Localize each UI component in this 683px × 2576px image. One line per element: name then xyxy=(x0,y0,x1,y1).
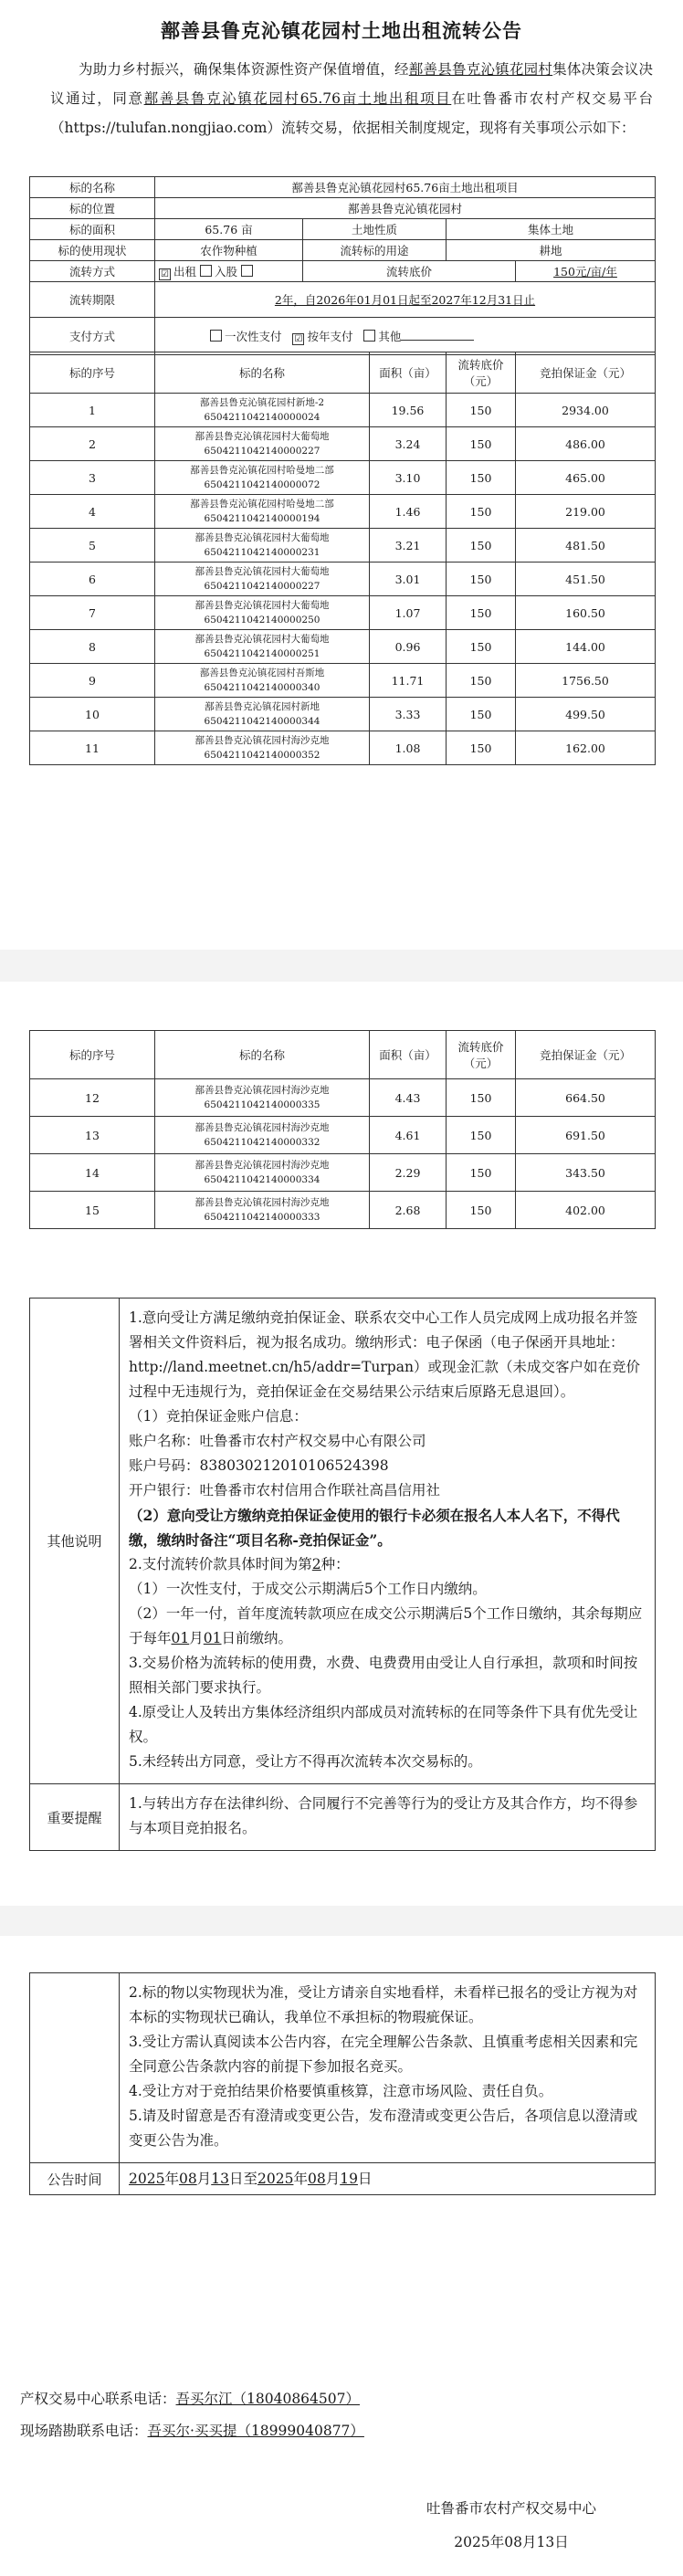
cell-seq: 6 xyxy=(30,563,155,596)
account-warning: （2）意向受让方缴纳竞拍保证金使用的银行卡必须在报名人本人名下，不得代缴，缴纳时备注“项目名称-竞拍保证金”。 xyxy=(129,1507,620,1549)
cell-price: 150 xyxy=(447,461,516,495)
cell-name xyxy=(155,461,370,495)
plot-code: 6504211042140000227 xyxy=(204,581,320,592)
plot-name: 鄯善县鲁克沁镇花园村大葡萄地 xyxy=(194,634,330,645)
cell-area: 3.01 xyxy=(370,563,447,596)
cell-seq: 8 xyxy=(30,630,155,664)
plot-name: 鄯善县鲁克沁镇花园村大葡萄地 xyxy=(194,532,330,543)
table-row xyxy=(30,394,656,427)
cell-price: 150 xyxy=(447,1154,516,1192)
cell-deposit: 664.50 xyxy=(516,1079,656,1117)
checkbox-icon xyxy=(210,330,222,342)
cell-deposit: 465.00 xyxy=(516,461,656,495)
blank-line xyxy=(401,329,474,341)
cell-deposit: 1756.50 xyxy=(516,664,656,698)
cell-price: 150 xyxy=(447,698,516,731)
important-2: 2.标的物以实物现状为准，受让方请亲自实地看样，未看样已报名的受让方视为对本标的实物现状已确认，我单位不承担标的物瑕疵保证。 xyxy=(129,1984,638,2025)
note-5: 5.未经转出方同意，受让方不得再次流转本次交易标的。 xyxy=(129,1753,482,1770)
table-row xyxy=(30,427,656,461)
cell-price: 150 xyxy=(447,529,516,563)
cell-name xyxy=(155,1154,370,1192)
cell-price: 150 xyxy=(447,563,516,596)
cell-area: 1.46 xyxy=(370,495,447,529)
plot-code: 6504211042140000072 xyxy=(204,479,320,490)
header-seq: 标的序号 xyxy=(30,1031,155,1079)
page-gap xyxy=(0,950,683,982)
important-5: 5.请及时留意是否有澄清或变更公告，发布澄清或变更公告后，各项信息以澄清或变更公告为准。 xyxy=(129,2108,638,2149)
important-1: 1.与转出方存在法律纠纷、合同履行不完善等行为的受让方及其合作方，均不得参与本项目竞拍报名。 xyxy=(129,1795,638,1836)
cell-deposit: 144.00 xyxy=(516,630,656,664)
cell-price: 150 xyxy=(447,394,516,427)
cell-area: 3.24 xyxy=(370,427,447,461)
cell-name xyxy=(155,664,370,698)
notice-time-value: 2025年08月13日至2025年08月19日 xyxy=(120,2163,656,2195)
cell-seq: 15 xyxy=(30,1192,155,1229)
plot-name: 鄯善县鲁克沁镇花园村海沙克地 xyxy=(194,1122,330,1133)
checkbox-checked-icon: ☑ xyxy=(159,268,171,280)
usage-label: 标的使用现状 xyxy=(30,240,155,261)
target-name-label: 标的名称 xyxy=(30,177,155,198)
header-seq: 标的序号 xyxy=(30,352,155,394)
plot-name: 鄯善县鲁克沁镇花园村海沙克地 xyxy=(194,1085,330,1096)
important-4: 4.受让方对于竞拍结果价格要慎重核算，注意市场风险、责任自负。 xyxy=(129,2083,553,2099)
plot-code: 6504211042140000231 xyxy=(204,547,320,558)
note-2a: （1）一次性支付，于成交公示期满后5个工作日内缴纳。 xyxy=(129,1581,487,1597)
table-row xyxy=(30,461,656,495)
cell-deposit: 451.50 xyxy=(516,563,656,596)
cell-seq: 2 xyxy=(30,427,155,461)
cell-area: 3.33 xyxy=(370,698,447,731)
important-3: 3.受让方需认真阅读本公告内容，在完全理解公告条款、且慎重考虑相关因素和完全同意公告条款内容的前提下参加报名竞买。 xyxy=(129,2034,638,2075)
note-1: 1.意向受让方满足缴纳竞拍保证金、联系农交中心工作人员完成网上成功报名并签署相关文件资料后，视为报名成功。缴纳形式：电子保函（电子保函开具地址：http://land.meetnet.cn/h5/addr=Turpan）或现金汇款（未成交客户如在竞价过程中无违规行为，竞拍保证金在交易结果公示结束后原路无息退回）。 xyxy=(129,1309,640,1400)
pay-label: 支付方式 xyxy=(30,318,155,355)
account-number: 账户号码：838030212010106524398 xyxy=(129,1457,389,1474)
cell-seq: 11 xyxy=(30,731,155,765)
document-title: 鄯善县鲁克沁镇花园村土地出租流转公告 xyxy=(161,19,522,42)
land-nature-label: 土地性质 xyxy=(303,219,447,240)
plots-table-2 xyxy=(29,1030,656,1229)
plot-name: 鄯善县鲁克沁镇花园村新地 xyxy=(205,701,320,712)
cell-area: 3.21 xyxy=(370,529,447,563)
contact-site: 现场踏勘联系电话：吾买尔·买买提（18999040877） xyxy=(20,2423,364,2439)
plot-code: 6504211042140000344 xyxy=(204,716,320,727)
plots-table-1 xyxy=(29,352,656,765)
cell-deposit: 481.50 xyxy=(516,529,656,563)
location-value: 鄯善县鲁克沁镇花园村 xyxy=(155,198,656,219)
page-1 xyxy=(0,0,683,950)
info-table xyxy=(29,176,656,355)
cell-name xyxy=(155,1192,370,1229)
plot-name: 鄯善县鲁克沁镇花园村海沙克地 xyxy=(194,735,330,746)
cell-price: 150 xyxy=(447,1079,516,1117)
account-bank: 开户银行：吐鲁番市农村信用合作联社高昌信用社 xyxy=(129,1482,441,1498)
header-price: 流转底价（元） xyxy=(447,1031,516,1079)
plot-code: 6504211042140000227 xyxy=(204,446,320,457)
plot-name: 鄯善县鲁克沁镇花园村吾斯地 xyxy=(199,668,325,678)
cell-name xyxy=(155,1117,370,1154)
plot-name: 鄯善县鲁克沁镇花园村新地-2 xyxy=(199,397,325,408)
continued-table xyxy=(29,1972,656,2195)
cell-name xyxy=(155,630,370,664)
table-row xyxy=(30,495,656,529)
cell-seq: 1 xyxy=(30,394,155,427)
header-deposit: 竞拍保证金（元） xyxy=(516,352,656,394)
cell-name xyxy=(155,596,370,630)
header-name: 标的名称 xyxy=(155,352,370,394)
plot-code: 6504211042140000250 xyxy=(204,615,320,626)
intro-paragraph: 为助力乡村振兴，确保集体资源性资产保值增值，经鄯善县鲁克沁镇花园村集体决策会议决议通过，同意鄯善县鲁克沁镇花园村65.76亩土地出租项目在吐鲁番市农村产权交易平台（https://tulufan.nongjiao.com）流转交易，依据相关制度规定，现将有关事项公示如下： xyxy=(50,61,653,136)
cell-name xyxy=(155,529,370,563)
checkbox-icon xyxy=(200,265,212,277)
notice-time-label: 公告时间 xyxy=(30,2163,120,2195)
note-3: 3.交易价格为流转标的使用费，水费、电费费用由受让人自行承担，款项和时间按照相关部门要求执行。 xyxy=(129,1655,638,1696)
cell-seq: 4 xyxy=(30,495,155,529)
cell-deposit: 2934.00 xyxy=(516,394,656,427)
plot-name: 鄯善县鲁克沁镇花园村大葡萄地 xyxy=(194,431,330,442)
other-notes-body xyxy=(120,1299,656,1784)
table-row xyxy=(30,1117,656,1154)
org-name: 鄯善县鲁克沁镇花园村 xyxy=(408,61,553,78)
header-price: 流转底价（元） xyxy=(447,352,516,394)
cell-deposit: 499.50 xyxy=(516,698,656,731)
plot-name: 鄯善县鲁克沁镇花园村海沙克地 xyxy=(194,1197,330,1208)
cell-seq: 13 xyxy=(30,1117,155,1154)
header-deposit: 竞拍保证金（元） xyxy=(516,1031,656,1079)
cell-area: 1.07 xyxy=(370,596,447,630)
plot-code: 6504211042140000335 xyxy=(204,1099,320,1110)
plot-code: 6504211042140000251 xyxy=(204,648,320,659)
cell-area: 1.08 xyxy=(370,731,447,765)
page-gap xyxy=(0,1906,683,1936)
plot-name: 鄯善县鲁克沁镇花园村大葡萄地 xyxy=(194,600,330,611)
purpose-value: 耕地 xyxy=(447,240,656,261)
cell-price: 150 xyxy=(447,731,516,765)
cell-deposit: 219.00 xyxy=(516,495,656,529)
header-area: 面积（亩） xyxy=(370,352,447,394)
plot-code: 6504211042140000340 xyxy=(204,682,320,693)
target-name-value: 鄯善县鲁克沁镇花园村65.76亩土地出租项目 xyxy=(155,177,656,198)
table-row xyxy=(30,563,656,596)
table-row xyxy=(30,1154,656,1192)
usage-value: 农作物种植 xyxy=(155,240,303,261)
note-2: 2.支付流转价款具体时间为第2种： xyxy=(129,1556,350,1572)
cell-price: 150 xyxy=(447,596,516,630)
header-area: 面积（亩） xyxy=(370,1031,447,1079)
note-4: 4.原受让人及转出方集体经济组织内部成员对流转标的在同等条件下具有优先受让权。 xyxy=(129,1704,638,1745)
cell-seq: 7 xyxy=(30,596,155,630)
cell-seq: 12 xyxy=(30,1079,155,1117)
pay-options: 一次性支付 ☑ 按年支付 其他 xyxy=(155,318,656,355)
cell-seq: 9 xyxy=(30,664,155,698)
checkbox-checked-icon: ☑ xyxy=(292,333,304,345)
cell-name xyxy=(155,563,370,596)
land-nature-value: 集体土地 xyxy=(447,219,656,240)
cell-area: 0.96 xyxy=(370,630,447,664)
area-value: 65.76 亩 xyxy=(155,219,303,240)
cell-deposit: 402.00 xyxy=(516,1192,656,1229)
period-value: 2年，自2026年01月01日起至2027年12月31日止 xyxy=(155,282,656,318)
cell-area: 2.29 xyxy=(370,1154,447,1192)
plot-name: 鄯善县鲁克沁镇花园村哈曼地二部 xyxy=(190,499,334,510)
table-row xyxy=(30,1079,656,1117)
table-row xyxy=(30,664,656,698)
cell-area: 11.71 xyxy=(370,664,447,698)
important-label: 重要提醒 xyxy=(30,1784,120,1851)
account-title: （1）竞拍保证金账户信息： xyxy=(129,1408,308,1425)
cell-price: 150 xyxy=(447,664,516,698)
account-name: 账户名称：吐鲁番市农村产权交易中心有限公司 xyxy=(129,1433,426,1449)
cell-area: 3.10 xyxy=(370,461,447,495)
method-label: 流转方式 xyxy=(30,261,155,282)
notes-table xyxy=(29,1298,656,1851)
cell-area: 4.43 xyxy=(370,1079,447,1117)
footer-date: 2025年08月13日 xyxy=(454,2534,569,2550)
header-name: 标的名称 xyxy=(155,1031,370,1079)
plot-code: 6504211042140000332 xyxy=(204,1137,320,1148)
footer-org: 吐鲁番市农村产权交易中心 xyxy=(426,2500,596,2517)
table-row xyxy=(30,630,656,664)
note-2b: （2）一年一付，首年度流转款项应在成交公示期满后5个工作日缴纳，其余每期应于每年01月01日前缴纳。 xyxy=(129,1605,643,1646)
cell-name xyxy=(155,427,370,461)
cell-deposit: 160.50 xyxy=(516,596,656,630)
cell-area: 4.61 xyxy=(370,1117,447,1154)
plot-code: 6504211042140000194 xyxy=(204,513,320,524)
plot-name: 鄯善县鲁克沁镇花园村海沙克地 xyxy=(194,1160,330,1171)
cell-price: 150 xyxy=(447,1192,516,1229)
purpose-label: 流转标的用途 xyxy=(303,240,447,261)
cell-deposit: 343.50 xyxy=(516,1154,656,1192)
cell-name xyxy=(155,495,370,529)
cell-seq: 14 xyxy=(30,1154,155,1192)
cell-deposit: 162.00 xyxy=(516,731,656,765)
cell-price: 150 xyxy=(447,427,516,461)
table-row xyxy=(30,1192,656,1229)
cell-name xyxy=(155,731,370,765)
base-price-value: 150元/亩/年 xyxy=(516,261,656,282)
cell-price: 150 xyxy=(447,1117,516,1154)
base-price-label: 流转底价 xyxy=(303,261,516,282)
cell-seq: 5 xyxy=(30,529,155,563)
plot-code: 6504211042140000024 xyxy=(204,412,320,423)
cell-seq: 3 xyxy=(30,461,155,495)
cell-deposit: 691.50 xyxy=(516,1117,656,1154)
plot-name: 鄯善县鲁克沁镇花园村大葡萄地 xyxy=(194,566,330,577)
method-options: ☑ 出租 入股 xyxy=(155,261,303,282)
cell-area: 2.68 xyxy=(370,1192,447,1229)
checkbox-icon xyxy=(363,330,375,342)
important-body xyxy=(120,1784,656,1851)
cell-deposit: 486.00 xyxy=(516,427,656,461)
table-row xyxy=(30,731,656,765)
plot-code: 6504211042140000334 xyxy=(204,1174,320,1185)
checkbox-icon xyxy=(241,265,253,277)
plot-code: 6504211042140000352 xyxy=(204,750,320,761)
table-row xyxy=(30,596,656,630)
table-row xyxy=(30,529,656,563)
period-label: 流转期限 xyxy=(30,282,155,318)
location-label: 标的位置 xyxy=(30,198,155,219)
other-notes-label: 其他说明 xyxy=(30,1299,120,1784)
cell-price: 150 xyxy=(447,495,516,529)
plot-name: 鄯善县鲁克沁镇花园村哈曼地二部 xyxy=(190,465,334,476)
plot-code: 6504211042140000333 xyxy=(204,1212,320,1223)
important-cont-body xyxy=(120,1973,656,2163)
cell-area: 19.56 xyxy=(370,394,447,427)
area-label: 标的面积 xyxy=(30,219,155,240)
cell-seq: 10 xyxy=(30,698,155,731)
contact-center: 产权交易中心联系电话：吾买尔江（18040864507） xyxy=(20,2391,360,2407)
cell-name xyxy=(155,698,370,731)
important-cont-label xyxy=(30,1973,120,2163)
cell-name xyxy=(155,1079,370,1117)
project-name: 鄯善县鲁克沁镇花园村65.76亩土地出租项目 xyxy=(143,90,452,107)
cell-price: 150 xyxy=(447,630,516,664)
cell-name xyxy=(155,394,370,427)
table-row xyxy=(30,698,656,731)
